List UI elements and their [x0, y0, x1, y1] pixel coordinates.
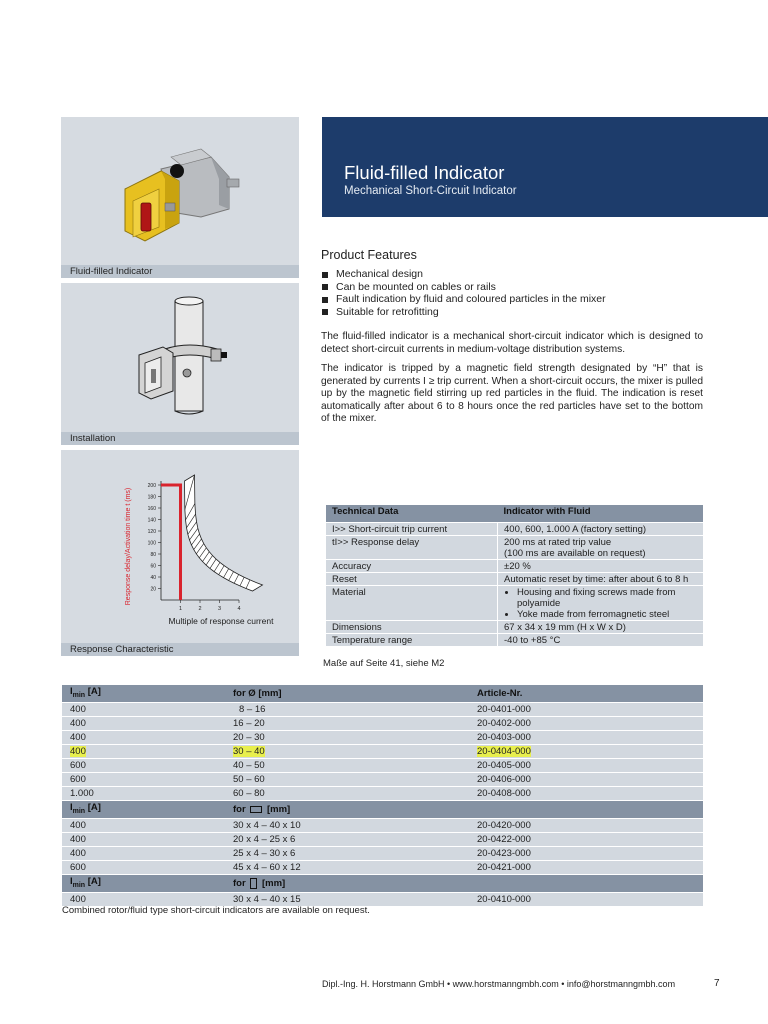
table-cell: Automatic reset by time: after about 6 to 8 h: [498, 573, 704, 586]
table-row: 400 16 – 20 20-0402-000: [62, 716, 703, 730]
table-cell: 400, 600, 1.000 A (factory setting): [498, 523, 704, 536]
x-tick-label: 4: [237, 606, 241, 612]
fluid-indicator-illustration: [61, 117, 299, 265]
article-table: [62, 685, 703, 907]
table-cell: Material: [326, 586, 498, 621]
table-row: 600 45 x 4 – 60 x 12 20-0421-000: [62, 860, 703, 874]
response-chart-panel: [61, 450, 299, 656]
y-tick-label: 160: [147, 506, 156, 512]
features-list: [321, 268, 711, 318]
bullet-square-icon: [322, 309, 328, 315]
table-row: [326, 560, 703, 573]
table-cell: -40 to +85 °C: [498, 634, 704, 647]
table-row: 600 50 – 60 20-0406-000: [62, 772, 703, 786]
table-row: 400 20 – 30 20-0403-000: [62, 730, 703, 744]
table-row: 1.000 60 – 80 20-0408-000: [62, 786, 703, 800]
y-tick-label: 200: [147, 483, 156, 489]
description-paragraph-2: The indicator is tripped by a magnetic field strength designated by “H” that is generated by currents I ≥ trip current. When a short-circuit occurs, the mixer is pulled up by the magnetic field stirring up red particles in the fluid. The indication is reset automatically after about 6 to 8 hours once the red particles have set to the bottom of the mixer.: [321, 363, 703, 425]
y-tick-label: 40: [150, 575, 156, 581]
x-tick-label: 2: [198, 606, 202, 612]
feature-item: Suitable for retrofitting: [321, 306, 711, 319]
tolerance-band: [185, 475, 263, 591]
page-title: Fluid-filled Indicator: [344, 162, 505, 183]
flat-bar-icon: [250, 806, 262, 813]
product-image-panel: [61, 117, 299, 278]
y-tick-label: 20: [150, 586, 156, 593]
table-row: 400 20 x 4 – 25 x 6 20-0422-000: [62, 832, 703, 846]
y-tick-label: 120: [147, 529, 156, 535]
y-tick-label: 140: [147, 517, 156, 524]
x-axis-label: Multiple of response current: [168, 616, 274, 626]
panel-caption: Installation: [61, 432, 299, 445]
table-header-cell: $I_{min}$ [A]: [62, 685, 225, 702]
bullet-square-icon: [322, 297, 328, 303]
table-header-cell: Article-Nr.: [469, 685, 703, 702]
table-header-cell: Technical Data: [326, 505, 498, 523]
table-cell: 67 x 34 x 19 mm (H x W x D): [498, 621, 704, 634]
feature-item: Fault indication by fluid and coloured particles in the mixer: [321, 293, 711, 306]
table-row: [326, 634, 703, 647]
dimensions-note: Maße auf Seite 41, siehe M2: [323, 658, 445, 669]
table-row-highlighted: 400 30 – 40 20-0404-000: [62, 744, 703, 758]
bullet-square-icon: [322, 284, 328, 290]
panel-caption: Fluid-filled Indicator: [61, 265, 299, 278]
table-row: [326, 536, 703, 560]
page-number: 7: [714, 978, 720, 989]
table-cell: ±20 %: [498, 560, 704, 573]
y-tick-label: 60: [150, 563, 156, 570]
panel-caption: Response Characteristic: [61, 643, 299, 656]
table-row: [326, 523, 703, 536]
table-row: [326, 586, 703, 621]
title-banner: [322, 117, 768, 217]
series-line: [161, 485, 181, 600]
technical-data-table: [326, 505, 703, 646]
vertical-bar-icon: [250, 878, 257, 889]
table-cell: 200 ms at rated trip value (100 ms are available on request): [498, 536, 704, 560]
table-cell: • Housing and fixing screws made from polyamide • Yoke made from ferromagnetic steel: [498, 586, 704, 621]
table-row: [326, 573, 703, 586]
installation-panel: [61, 283, 299, 445]
y-tick-label: 100: [147, 540, 156, 547]
footer-contact: Dipl.-Ing. H. Horstmann GmbH • www.horstmanngmbh.com • info@horstmanngmbh.com: [322, 979, 676, 989]
table-row: 600 40 – 50 20-0405-000: [62, 758, 703, 772]
table-header-row: [62, 685, 703, 702]
table-header-row: [326, 505, 703, 523]
x-tick-label: 3: [217, 606, 222, 612]
description-paragraph-1: The fluid-filled indicator is a mechanical short-circuit indicator which is designed to detect short-circuit currents in medium-voltage distribution systems.: [321, 331, 703, 355]
table-row: [326, 621, 703, 634]
table-cell: Accuracy: [326, 560, 498, 573]
feature-item: Can be mounted on cables or rails: [321, 281, 711, 294]
table-cell: Reset: [326, 573, 498, 586]
table-header-row: $I_{min}$ [A] for [mm]: [62, 800, 703, 818]
table-cell: Temperature range: [326, 634, 498, 647]
y-tick-label: 80: [150, 552, 156, 558]
table-row: 400 30 x 4 – 40 x 10 20-0420-000: [62, 818, 703, 832]
table-row: 400 30 x 4 – 40 x 15 20-0410-000: [62, 892, 703, 906]
availability-note: Combined rotor/fluid type short-circuit indicators are available on request.: [62, 905, 370, 916]
y-axis-label: Response delay/Activation time t (ms): [125, 487, 132, 606]
table-header-cell: Indicator with Fluid: [498, 505, 704, 523]
table-cell: Dimensions: [326, 621, 498, 634]
table-cell: tI>> Response delay: [326, 536, 498, 560]
y-tick-label: 180: [147, 494, 156, 501]
table-row: 400 25 x 4 – 30 x 6 20-0423-000: [62, 846, 703, 860]
table-row: 400 8 – 16 20-0401-000: [62, 702, 703, 716]
table-header-row: $I_{min}$ [A] for [mm]: [62, 874, 703, 892]
x-tick-label: 1: [178, 606, 183, 612]
response-characteristic-chart: [61, 450, 299, 643]
features-heading: Product Features: [321, 248, 417, 262]
page-subtitle: Mechanical Short-Circuit Indicator: [344, 185, 517, 197]
table-cell: I>> Short-circuit trip current: [326, 523, 498, 536]
bullet-square-icon: [322, 272, 328, 278]
feature-item: Mechanical design: [321, 268, 711, 281]
installation-illustration: [61, 283, 299, 432]
table-header-cell: for Ø [mm]: [225, 685, 469, 702]
